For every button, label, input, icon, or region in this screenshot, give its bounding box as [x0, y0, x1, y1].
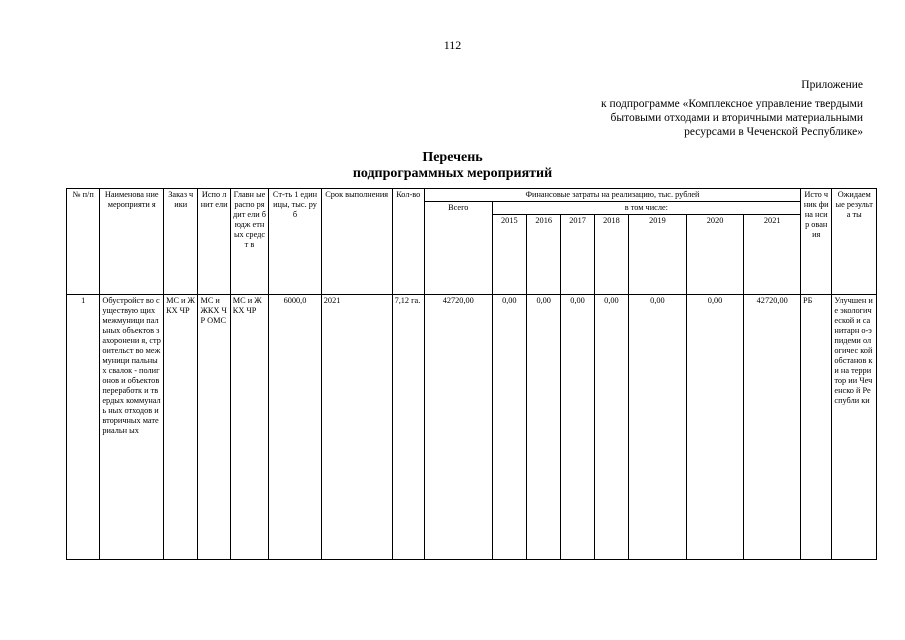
cell-name: Обустройст во существую щих межмуници пальных объектов захоронени я, строительст во межмуници пальных свалок - полигонов и объектов переработк и твердых коммуналь ных отходов и вторичных материальн ых	[100, 295, 164, 560]
header-year: 2021	[744, 215, 801, 295]
appendix-block	[601, 78, 863, 139]
document-title-line: Перечень	[422, 150, 483, 165]
cell-main-managers: МС и ЖКХ ЧР	[230, 295, 268, 560]
header-num: № п/п	[67, 189, 100, 295]
cell-year-2020: 0,00	[686, 295, 744, 560]
header-including: в том числе:	[492, 202, 800, 215]
header-main-managers: Главн ые распо рядит ели бюдж етных средст в	[230, 189, 268, 295]
cell-customers: МС и ЖКХ ЧР	[164, 295, 198, 560]
cell-year-2021: 42720,00	[744, 295, 801, 560]
header-total: Всего	[424, 202, 492, 295]
cell-year-2018: 0,00	[594, 295, 628, 560]
cell-year-2016: 0,00	[527, 295, 561, 560]
cell-executors: МС и ЖКХ ЧР ОМС	[198, 295, 230, 560]
cell-term: 2021	[321, 295, 392, 560]
cell-quantity: 7,12 га.	[392, 295, 424, 560]
document-title	[0, 150, 905, 182]
cell-year-2015: 0,00	[492, 295, 526, 560]
header-year: 2019	[629, 215, 687, 295]
header-expected: Ожидаем ые результа ты	[832, 189, 877, 295]
appendix-title: Приложение	[801, 79, 863, 91]
header-customers: Заказ чики	[164, 189, 198, 295]
header-year: 2015	[492, 215, 526, 295]
cell-unit-cost: 6000,0	[269, 295, 322, 560]
header-executors: Испо лнит ели	[198, 189, 230, 295]
header-source: Исто чник фина нсир ован ия	[801, 189, 832, 295]
header-name: Наименова ние мероприяти я	[100, 189, 164, 295]
cell-num: 1	[67, 295, 100, 560]
appendix-line: к подпрограмме «Комплексное управление твердыми	[601, 98, 863, 110]
table-header-row	[67, 189, 877, 202]
measures-table	[66, 188, 877, 560]
cell-source: РБ	[801, 295, 832, 560]
appendix-line: бытовыми отходами и вторичными материальными	[610, 112, 863, 124]
cell-total: 42720,00	[424, 295, 492, 560]
header-year: 2020	[686, 215, 744, 295]
cell-year-2017: 0,00	[561, 295, 594, 560]
header-year: 2016	[527, 215, 561, 295]
header-term: Срок выполнения	[321, 189, 392, 295]
table-row	[67, 295, 877, 560]
document-subtitle-line: подпрограммных мероприятий	[352, 166, 553, 181]
appendix-line: ресурсами в Чеченской Республике»	[684, 126, 863, 138]
page-number: 112	[443, 38, 462, 52]
header-unit-cost: Ст-ть 1 единицы, тыс. руб	[269, 189, 322, 295]
cell-expected: Улучшен ие экологич еской и санитарн о-эпидеми ологичес кой обстанов ки на территор ии Чеченско й Республи ки	[832, 295, 877, 560]
header-year: 2017	[561, 215, 594, 295]
header-year: 2018	[594, 215, 628, 295]
cell-year-2019: 0,00	[629, 295, 687, 560]
header-quantity: Кол-во	[392, 189, 424, 295]
header-financing: Финансовые затраты на реализацию, тыс. рублей	[424, 189, 800, 202]
